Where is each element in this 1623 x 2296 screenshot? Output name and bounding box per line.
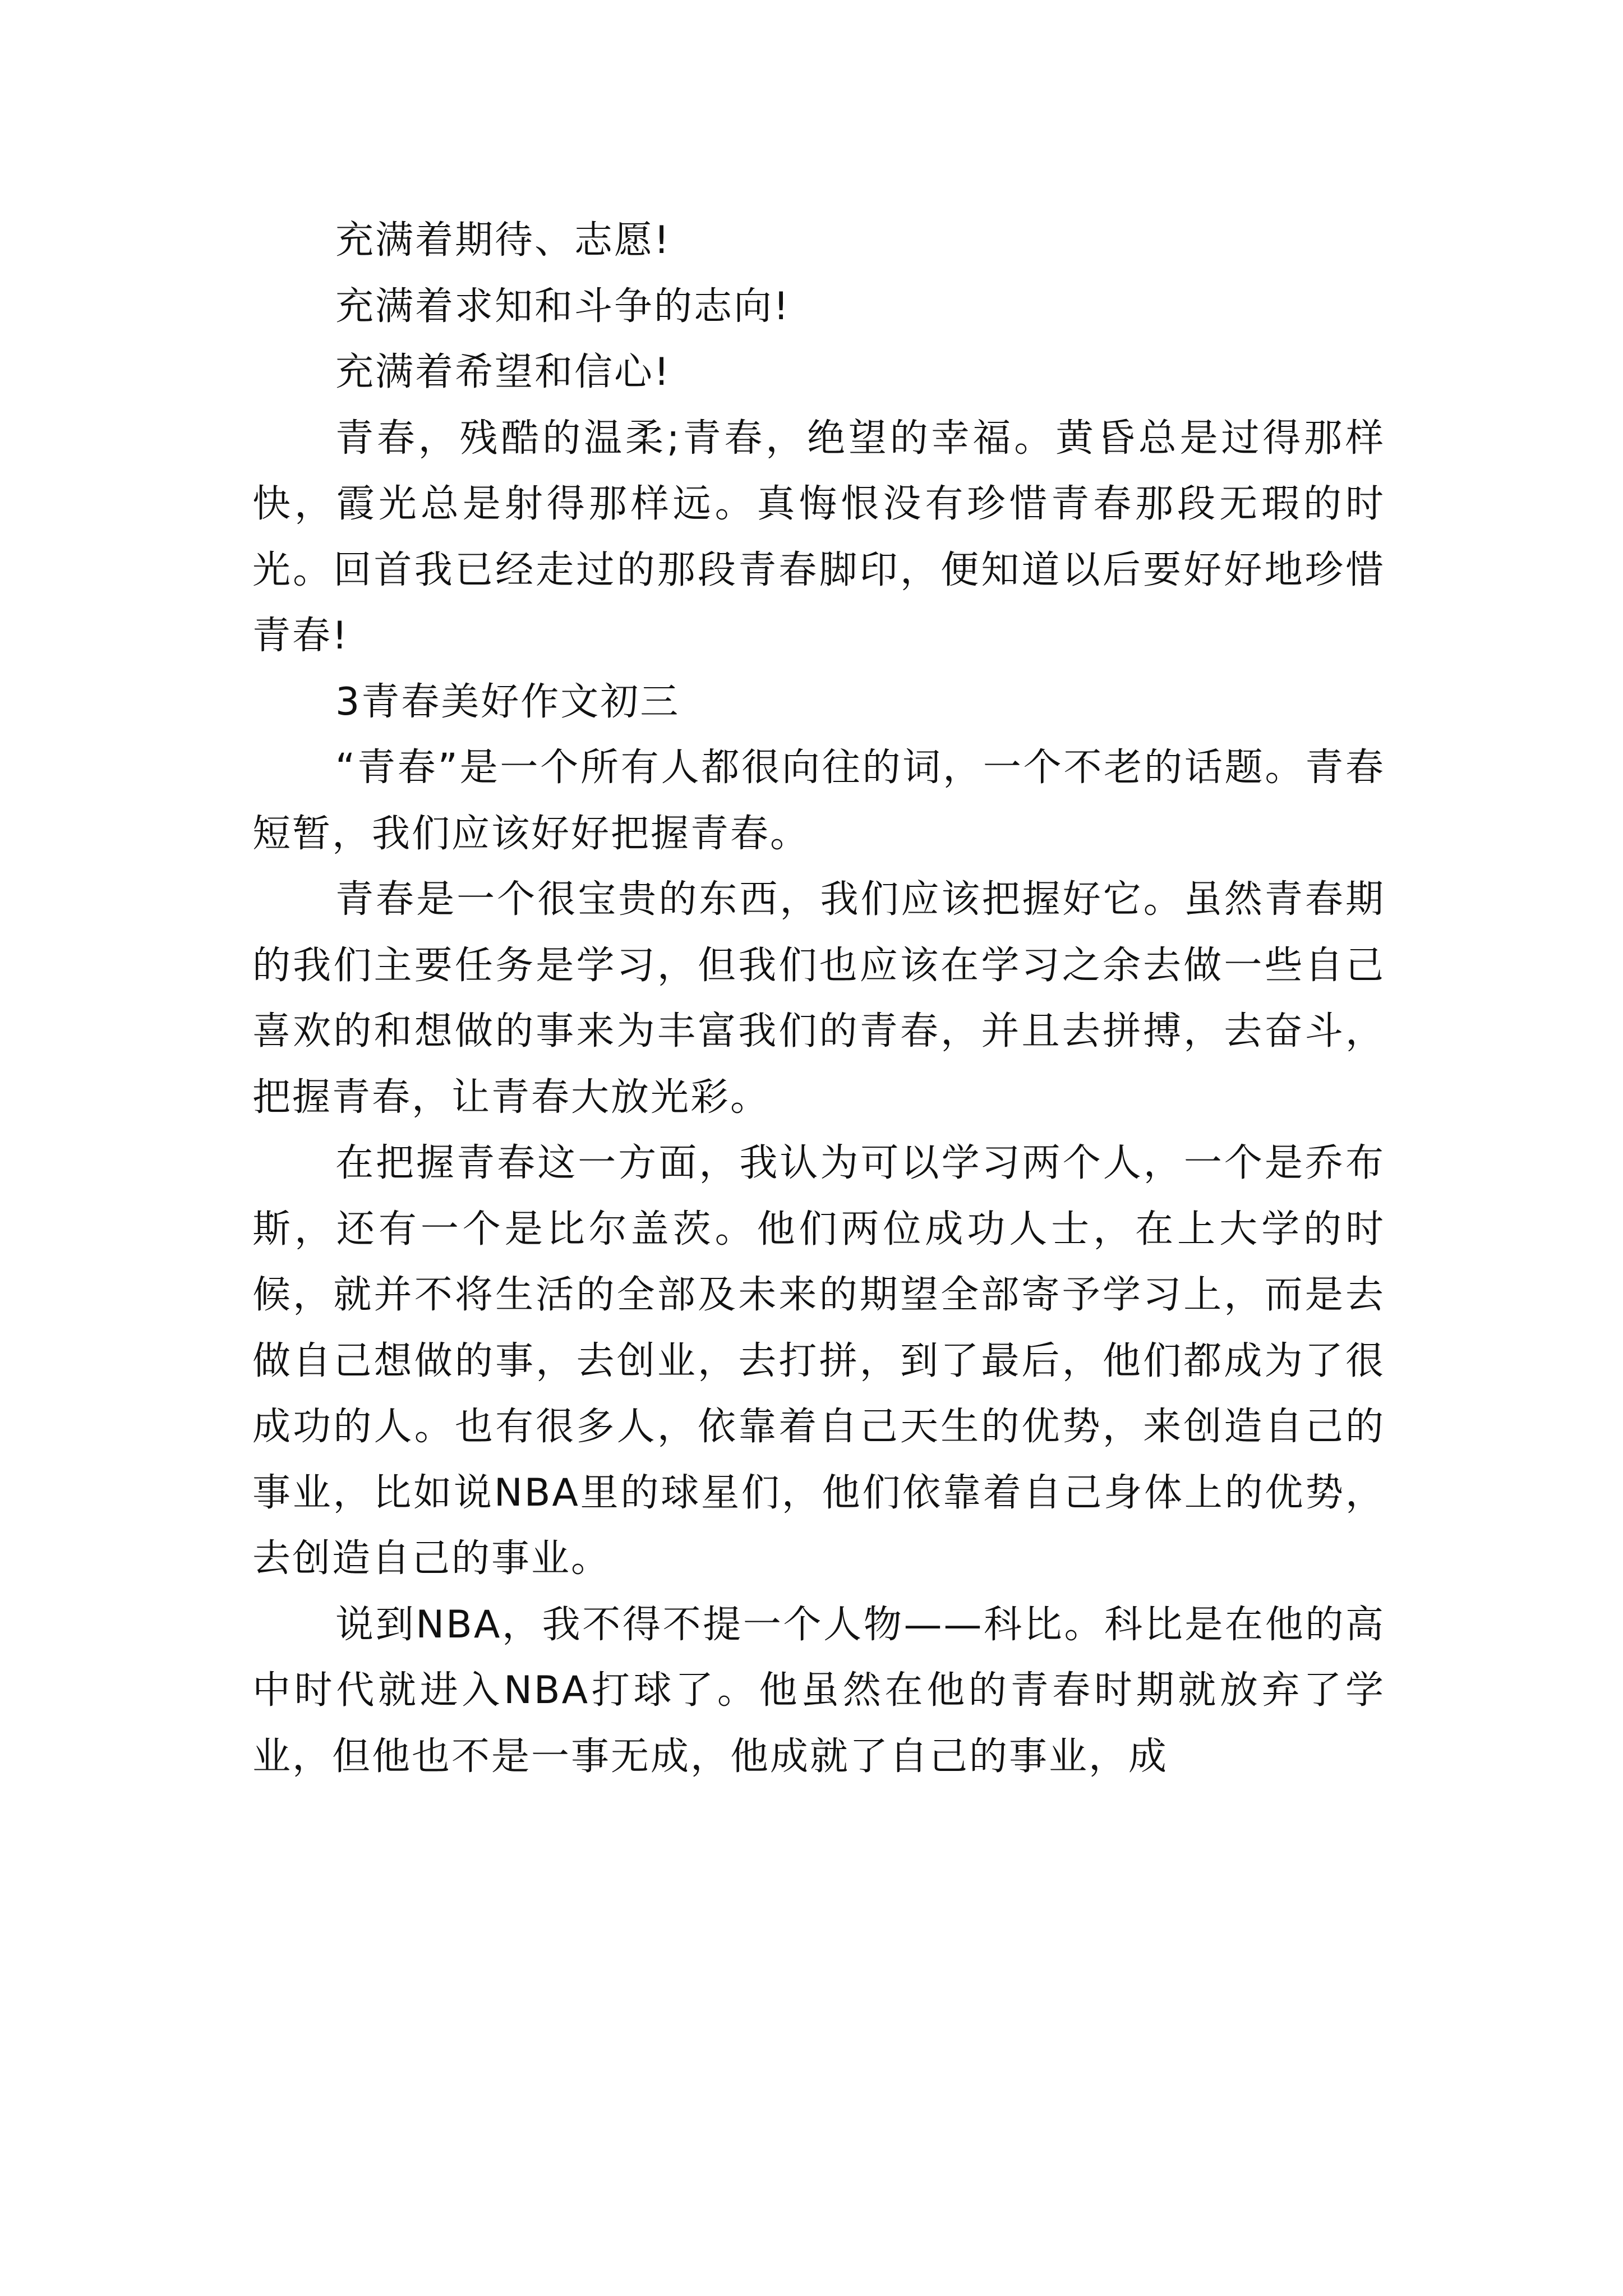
paragraph-youth-intro: “青春”是一个所有人都很向往的词，一个不老的话题。青春短暂，我们应该好好把握青春。 [252,746,1385,856]
document-body [252,208,1385,1789]
essay-heading: 3青春美好作文初三 [335,679,680,724]
paragraph-youth-precious: 青春是一个很宝贵的东西，我们应该把握好它。虽然青春期的我们主要任务是学习，但我们也应该在学习之余去做一些自己喜欢的和想做的事来为丰富我们的青春，并且去拼搏，去奋斗，把握青春，让青春大放光彩。 [252,877,1385,1120]
paragraph-line-1: 充满着期待、志愿! [335,218,671,263]
paragraph-line-2: 充满着求知和斗争的志向! [335,284,791,329]
paragraph-kobe: 说到NBA，我不得不提一个人物——科比。科比是在他的高中时代就进入NBA打球了。他虽然在他的青春时期就放弃了学业，但他也不是一事无成，他成就了自己的事业，成 [252,1602,1385,1779]
paragraph-youth-cruel-tenderness: 青春，残酷的温柔;青春，绝望的幸福。黄昏总是过得那样快，霞光总是射得那样远。真悔恨没有珍惜青春那段无瑕的时光。回首我已经走过的那段青春脚印，便知道以后要好好地珍惜青春! [252,416,1385,658]
paragraph-jobs-gates: 在把握青春这一方面，我认为可以学习两个人，一个是乔布斯，还有一个是比尔盖茨。他们两位成功人士，在上大学的时候，就并不将生活的全部及未来的期望全部寄予学习上，而是去做自己想做的事，去创业，去打拼，到了最后，他们都成为了很成功的人。也有很多人，依靠着自己天生的优势，来创造自己的事业，比如说NBA里的球星们，他们依靠着自己身体上的优势，去创造自己的事业。 [252,1141,1385,1581]
paragraph-line-3: 充满着希望和信心! [335,350,671,394]
